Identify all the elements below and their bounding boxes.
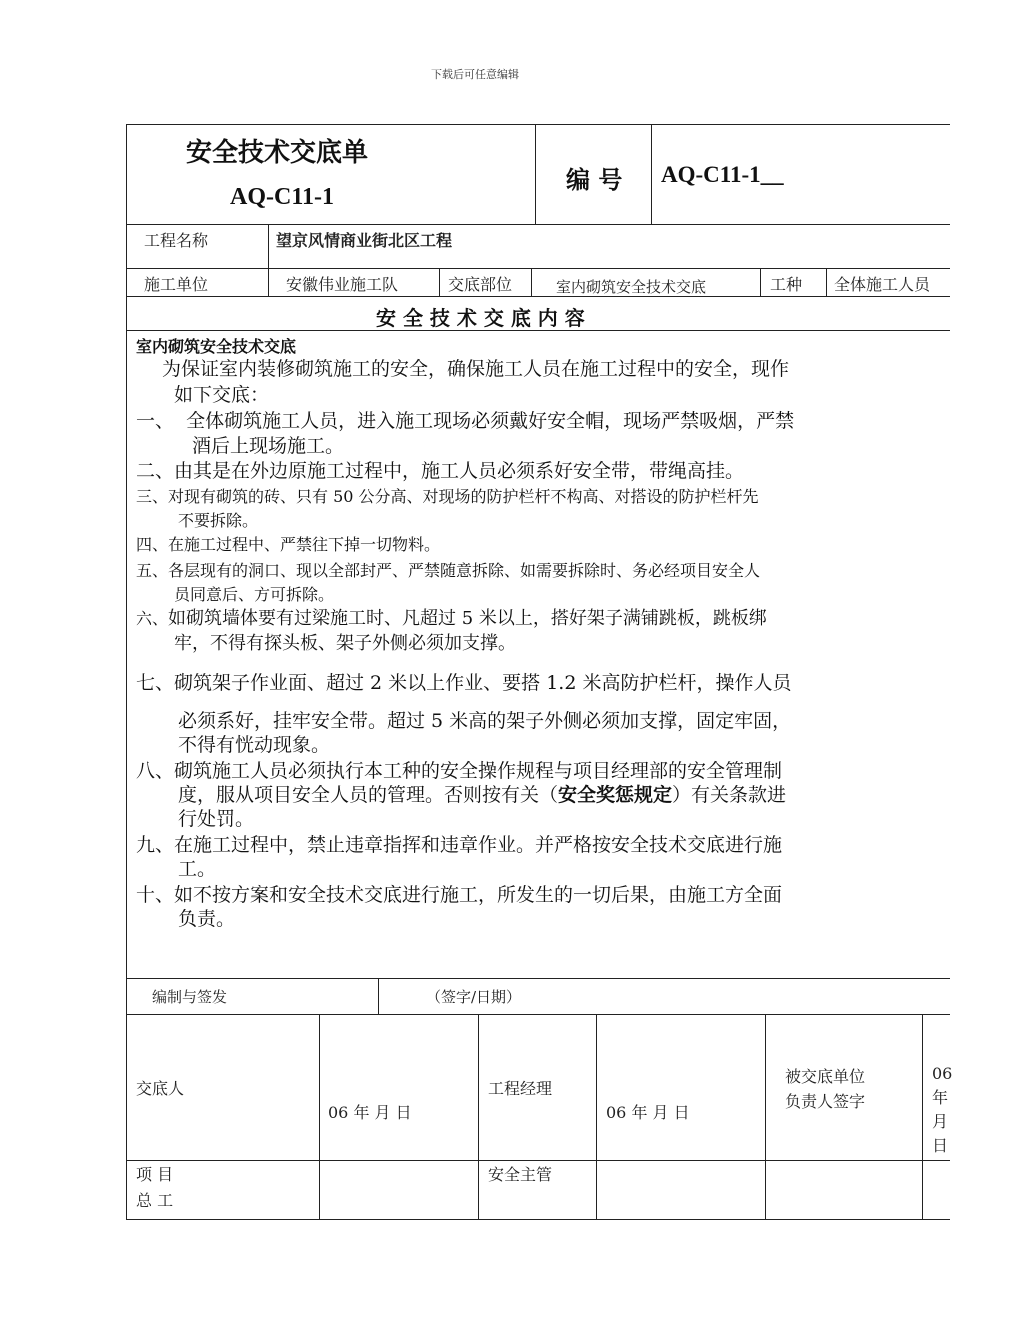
divider (651, 124, 652, 224)
pm-date: 06 年 月 日 (606, 1103, 690, 1122)
discloser-date: 06 年 月 日 (328, 1103, 412, 1122)
chief-label: 总 工 (136, 1191, 174, 1210)
item-2: 二、由其是在外边原施工过程中，施工人员必须系好安全带，带绳高挂。 (136, 460, 745, 482)
divider (126, 296, 950, 297)
divider (826, 268, 827, 296)
item-7-cont: 必须系好，挂牢安全带。超过 5 米高的架子外侧必须加支撑，固定牢固， (178, 710, 792, 732)
item-5-cont: 员同意后、方可拆除。 (174, 585, 335, 604)
divider (439, 268, 440, 296)
divider (922, 1014, 923, 1220)
unit-label: 施工单位 (144, 275, 209, 294)
divider (126, 224, 950, 225)
item-6: 六、如砌筑墙体要有过梁施工时、凡超过 5 米以上，搭好架子满铺跳板，跳板绑 (136, 608, 767, 629)
item-9: 九、在施工过程中，禁止违章指挥和违章作业。并严格按安全技术交底进行施 (136, 834, 783, 856)
pm-label: 工程经理 (488, 1079, 553, 1098)
part-label: 交底部位 (448, 275, 513, 294)
project-name: 望京风情商业街北区工程 (276, 231, 453, 250)
item-7: 七、砌筑架子作业面、超过 2 米以上作业、要搭 1.2 米高防护栏杆，操作人员 (136, 672, 792, 694)
form-code: AQ-C11-1 (230, 184, 334, 210)
table-border-top (126, 124, 950, 125)
trade-label: 工种 (770, 275, 803, 294)
form-title: 安全技术交底单 (186, 138, 369, 168)
item-3-cont: 不要拆除。 (178, 511, 259, 530)
divider (765, 1014, 766, 1220)
item-8-cont: 度，服从项目安全人员的管理。否则按有关（安全奖惩规定）有关条款进 (178, 784, 787, 806)
receiver-date: 06 年 月 日 (932, 1064, 953, 1155)
divider (319, 1014, 320, 1220)
divider (596, 1014, 597, 1220)
content-subject: 室内砌筑安全技术交底 (136, 337, 297, 356)
item-number: 一、 (136, 410, 175, 432)
item-9-cont: 工。 (178, 858, 217, 880)
intro-line: 如下交底： (174, 384, 270, 406)
item-1-cont: 酒后上现场施工。 (192, 435, 345, 457)
table-border-left (126, 124, 127, 1220)
divider (478, 1014, 479, 1220)
divider (126, 978, 950, 979)
item-8-cont: 行处罚。 (178, 808, 255, 830)
item-7-cont: 不得有恍动现象。 (178, 734, 331, 756)
number-value: AQ-C11-1__ (661, 162, 784, 187)
receiver-label: 被交底单位 (785, 1067, 866, 1086)
table-border-bottom (126, 1219, 950, 1220)
intro-line: 为保证室内装修砌筑施工的安全，确保施工人员在施工过程中的安全，现作 (162, 358, 790, 380)
item-5: 五、各层现有的洞口、现以全部封严、严禁随意拆除、如需要拆除时、务必经项目安全人 (136, 561, 761, 580)
header-note: 下载后可任意编辑 (431, 68, 519, 81)
divider (126, 1160, 950, 1161)
divider (535, 124, 536, 224)
chief-label: 项 目 (136, 1165, 174, 1184)
divider (126, 1014, 950, 1015)
divider (531, 268, 532, 296)
unit-value: 安徽伟业施工队 (286, 275, 399, 294)
item-1: 一、 全体砌筑施工人员，进入施工现场必须戴好安全帽，现场严禁吸烟，严禁 (136, 410, 795, 432)
rules-reference: 安全奖惩规定 (558, 784, 673, 806)
number-label: 编 号 (566, 165, 623, 194)
item-10-cont: 负责。 (178, 908, 236, 930)
item-10: 十、如不按方案和安全技术交底进行施工，所发生的一切后果，由施工方全面 (136, 884, 783, 906)
divider (760, 268, 761, 296)
sign-note: （签字/日期） (426, 988, 522, 1006)
item-6-cont: 牢，不得有探头板、架子外侧必须加支撑。 (174, 633, 516, 654)
section-title: 安 全 技 术 交 底 内 容 (376, 306, 585, 330)
divider (268, 224, 269, 296)
item-4: 四、在施工过程中、严禁往下掉一切物料。 (136, 535, 441, 554)
receiver-label: 负责人签字 (785, 1092, 866, 1111)
divider (378, 978, 379, 1014)
safety-label: 安全主管 (488, 1165, 553, 1184)
issue-label: 编制与签发 (152, 988, 228, 1006)
item-8: 八、砌筑施工人员必须执行本工种的安全操作规程与项目经理部的安全管理制 (136, 760, 783, 782)
project-label: 工程名称 (144, 231, 209, 250)
disclosure-form (126, 124, 953, 1220)
discloser-label: 交底人 (136, 1079, 185, 1098)
trade-value: 全体施工人员 (834, 275, 931, 294)
item-3: 三、对现有砌筑的砖、只有 50 公分高、对现场的防护栏杆不构高、对搭设的防护栏杆先 (136, 487, 759, 506)
part-value: 室内砌筑安全技术交底 (556, 278, 707, 296)
